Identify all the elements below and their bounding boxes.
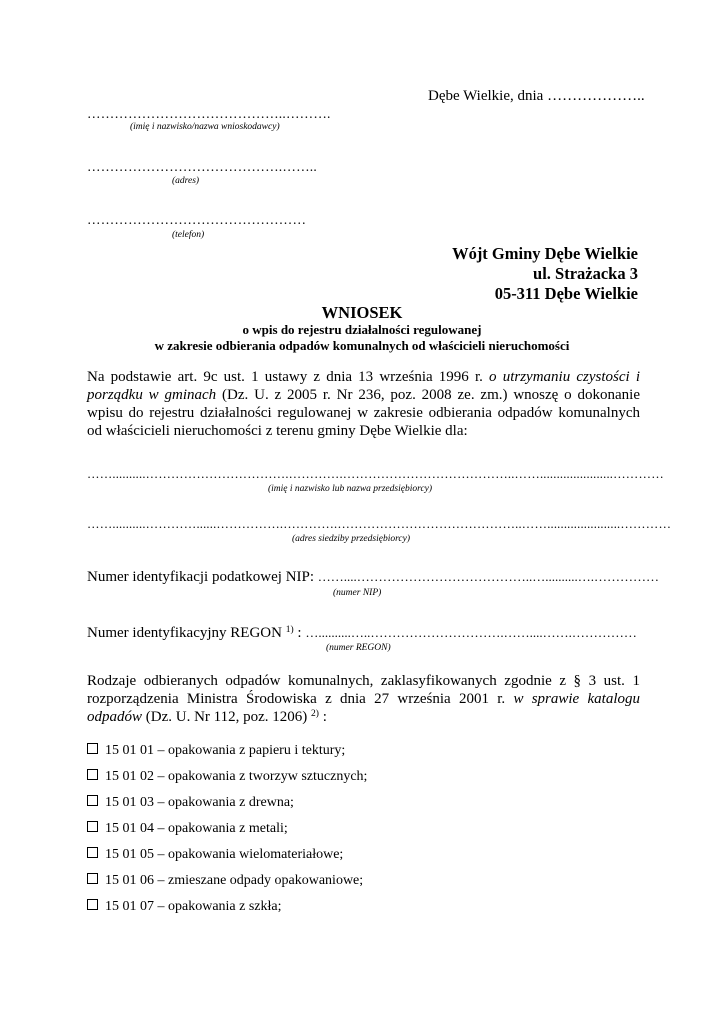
waste-item bbox=[87, 743, 345, 759]
checkbox[interactable] bbox=[87, 821, 98, 832]
entrepreneur-name-field[interactable]: ……..........…………………………….………….…………………………………..……......................………… bbox=[87, 467, 664, 481]
regon-label: Numer identyfikacyjny REGON bbox=[87, 625, 286, 641]
checkbox[interactable] bbox=[87, 847, 98, 858]
waste-code: 15 01 07 bbox=[105, 899, 154, 914]
checkbox[interactable] bbox=[87, 873, 98, 884]
applicant-name-caption: (imię i nazwisko/nazwa wnioskodawcy) bbox=[130, 122, 280, 132]
applicant-address-field[interactable]: …………………………………….…….. bbox=[87, 159, 317, 174]
waste-code: 15 01 02 bbox=[105, 769, 154, 784]
recipient-line-1: Wójt Gminy Dębe Wielkie bbox=[452, 244, 638, 263]
waste-item bbox=[87, 795, 294, 811]
waste-code: 15 01 01 bbox=[105, 743, 154, 758]
waste-code: 15 01 05 bbox=[105, 847, 154, 862]
footnote-ref-2: 2) bbox=[311, 709, 319, 719]
regon-caption: (numer REGON) bbox=[326, 643, 391, 653]
waste-label: – opakowania z szkła; bbox=[157, 899, 282, 914]
recipient-line-3: 05-311 Dębe Wielkie bbox=[494, 284, 638, 303]
footnote-ref-1: 1) bbox=[285, 625, 294, 635]
regon-row: Numer identyfikacyjny REGON $^{1)}$ : …..........…..………………………….……....…….…………… bbox=[87, 625, 637, 641]
checkbox[interactable] bbox=[87, 769, 98, 780]
waste-label: – opakowania z drewna; bbox=[157, 795, 294, 810]
nip-row bbox=[87, 569, 659, 586]
waste-item bbox=[87, 899, 282, 915]
nip-field[interactable]: ……....…………………………………..…..........….…………… bbox=[317, 569, 660, 584]
applicant-address-caption: (adres) bbox=[172, 176, 200, 186]
applicant-phone-caption: (telefon) bbox=[172, 230, 205, 240]
checkbox[interactable] bbox=[87, 795, 98, 806]
document-subtitle-2: w zakresie odbierania odpadów komunalnych od właścicieli nieruchomości bbox=[154, 338, 570, 353]
waste-item bbox=[87, 847, 343, 863]
entrepreneur-seat-caption: (adres siedziby przedsiębiorcy) bbox=[292, 534, 411, 544]
waste-label: – opakowania wielomateriałowe; bbox=[157, 847, 344, 862]
waste-code: 15 01 06 bbox=[105, 873, 154, 888]
waste-label: – opakowania z tworzyw sztucznych; bbox=[157, 769, 368, 784]
regulation-title: w sprawie katalogu odpadów bbox=[87, 691, 640, 725]
regon-field[interactable]: …..........…..………………………….……....…….…………… bbox=[305, 625, 637, 640]
applicant-phone-field[interactable]: ………………………………………… bbox=[87, 212, 307, 227]
checkbox[interactable] bbox=[87, 743, 98, 754]
entrepreneur-seat-field[interactable]: ……..........…………......…………….………….……………………………………..……......................………… bbox=[87, 517, 672, 531]
waste-label: – zmieszane odpady opakowaniowe; bbox=[157, 873, 364, 888]
entrepreneur-name-caption: (imię i nazwisko lub nazwa przedsiębiorcy) bbox=[268, 484, 433, 494]
waste-label: – opakowania z papieru i tektury; bbox=[157, 743, 346, 758]
recipient-line-2: ul. Strażacka 3 bbox=[533, 264, 638, 283]
intro-paragraph: Na podstawie art. 9c ust. 1 ustawy z dnia 13 września 1996 r. o utrzymaniu czystości i porządku w gminach (Dz. U. z 2005 r. Nr 236, poz. 2008 ze. zm.) wnoszę o dokonanie wpisu do rejestru działalności regulowanej w zakresie odbierania odpadów komunalnych od właścicieli nieruchomości z terenu gminy Dębe Wielkie dla: bbox=[87, 369, 640, 439]
waste-item bbox=[87, 873, 363, 889]
waste-item bbox=[87, 821, 288, 837]
waste-code: 15 01 04 bbox=[105, 821, 154, 836]
waste-label: – opakowania z metali; bbox=[157, 821, 288, 836]
document-subtitle-1: o wpis do rejestru działalności regulowanej bbox=[242, 322, 482, 337]
nip-label: Numer identyfikacji podatkowej NIP: bbox=[87, 569, 318, 585]
waste-code: 15 01 03 bbox=[105, 795, 154, 810]
place-date: Dębe Wielkie, dnia ……………….. bbox=[428, 88, 645, 104]
checkbox[interactable] bbox=[87, 899, 98, 910]
waste-intro-paragraph: Rodzaje odbieranych odpadów komunalnych, zaklasyfikowanych zgodnie z § 3 ust. 1 rozporządzenia Ministra Środowiska z dnia 27 września 2001 r. w sprawie katalogu odpadów (Dz. U. Nr 112, poz. 1206) $^{2)}$ : bbox=[87, 673, 640, 725]
waste-item bbox=[87, 769, 367, 785]
document-title: WNIOSEK bbox=[321, 303, 403, 322]
nip-caption: (numer NIP) bbox=[333, 588, 382, 598]
act-title: o utrzymaniu czystości i porządku w gminach bbox=[87, 369, 640, 403]
applicant-name-field[interactable]: ……………………………………..………. bbox=[87, 106, 331, 121]
